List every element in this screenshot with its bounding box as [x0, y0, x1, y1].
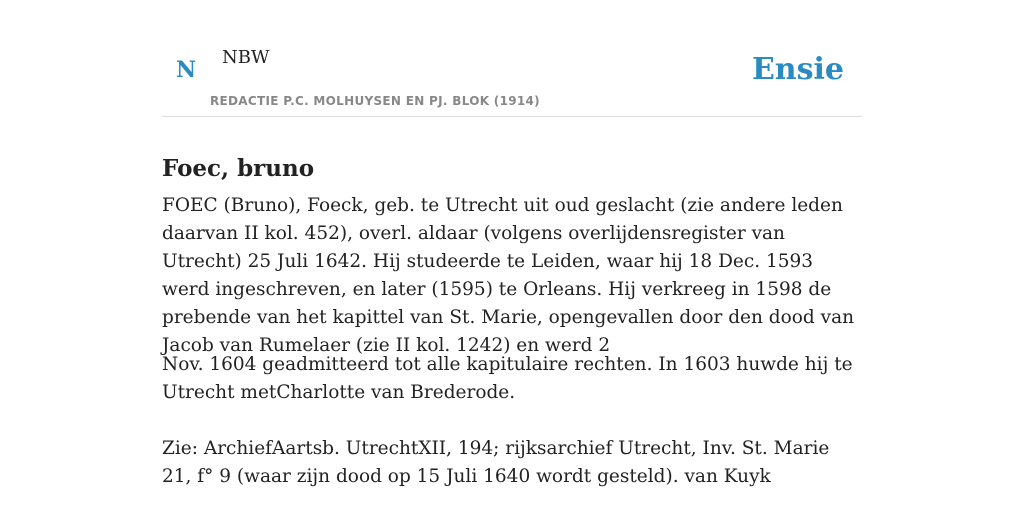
article-references: Zie: ArchiefAartsb. UtrechtXII, 194; rijksarchief Utrecht, Inv. St. Marie 21, f° 9 (waar zijn dood op 15 Juli 1640 wordt gesteld). van Kuyk — [162, 438, 830, 487]
article-title: Foec, bruno — [162, 155, 315, 183]
article-paragraph-1: FOEC (Bruno), Foeck, geb. te Utrecht uit oud geslacht (zie andere leden daarvan II kol. 452), overl. aldaar (volgens overlijdensregister van Utrecht) 25 Juli 1642. Hij studeerde te Leiden, waar hij 18 Dec. 1593 werd ingeschreven, en later (1595) te Orleans. Hij verkreeg in 1598 de prebende van het kapittel van St. Marie, opengevallen door den dood van Jacob van Rumelaer (zie II kol. 1242) en werd 2 — [162, 195, 855, 356]
brand-logo[interactable]: Ensie — [751, 52, 844, 87]
source-editors: REDACTIE P.C. MOLHUYSEN EN PJ. BLOK (1914) — [210, 94, 540, 108]
source-header — [162, 0, 862, 117]
source-logo-icon[interactable]: N — [176, 57, 197, 83]
article-paragraph-2: Nov. 1604 geadmitteerd tot alle kapitulaire rechten. In 1603 huwde hij te Utrecht metCharlotte van Brederode. — [162, 354, 853, 403]
source-name[interactable]: NBW — [222, 47, 270, 68]
